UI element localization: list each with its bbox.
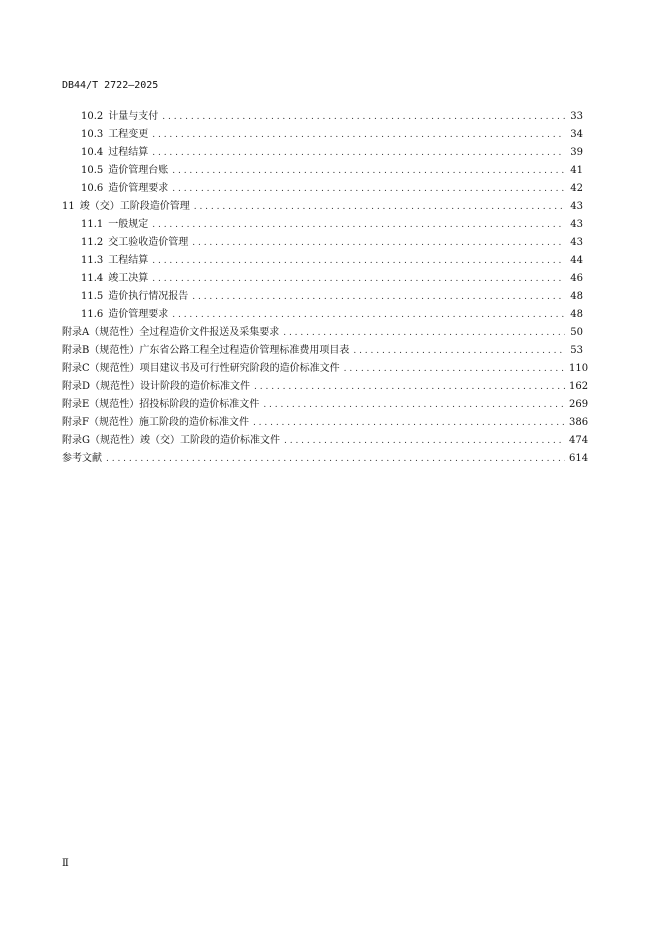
toc-entry-title: 造价管理要求 <box>108 183 169 194</box>
toc-entry-title: 附录E（规范性）招投标阶段的造价标准文件 <box>62 399 260 410</box>
toc-entry-title: 附录D（规范性）设计阶段的造价标准文件 <box>62 381 251 392</box>
toc-dot-leader <box>106 450 565 468</box>
toc-dot-leader <box>253 414 565 432</box>
toc-entry-title: 参考文献 <box>62 453 102 464</box>
toc-entry-number: 11.4 <box>81 273 104 284</box>
toc-entry-number: 11 <box>62 201 75 212</box>
toc-entry-title: 计量与支付 <box>108 111 159 122</box>
toc-entry-title: 竣工决算 <box>108 273 149 284</box>
toc-entry-title: 附录F（规范性）施工阶段的造价标准文件 <box>62 417 249 428</box>
toc-entry-number: 11.1 <box>81 219 104 230</box>
toc-entry-number: 11.3 <box>81 255 104 266</box>
toc-entry[interactable] <box>62 234 583 252</box>
toc-entry-page-number: 43 <box>570 237 583 248</box>
toc-entry-number: 11.6 <box>81 309 104 320</box>
toc-entry-title: 工程结算 <box>108 255 149 266</box>
page-number-footer: Ⅱ <box>62 858 69 869</box>
toc-entry-title: 附录G（规范性）竣（交）工阶段的造价标准文件 <box>62 435 280 446</box>
toc-entry-page-number: 33 <box>570 111 583 122</box>
toc-entry[interactable] <box>62 288 583 306</box>
toc-entry-title: 附录B（规范性）广东省公路工程全过程造价管理标准费用项目表 <box>62 345 350 356</box>
toc-entry[interactable] <box>62 342 583 360</box>
toc-entry[interactable] <box>62 432 589 450</box>
toc-entry-number: 10.3 <box>81 129 104 140</box>
toc-entry[interactable] <box>62 198 583 216</box>
toc-entry[interactable] <box>62 396 589 414</box>
toc-dot-leader <box>152 126 565 144</box>
toc-entry-number: 10.6 <box>81 183 104 194</box>
toc-entry-number: 10.2 <box>81 111 104 122</box>
document-code-header: DB44/T 2722—2025 <box>62 80 159 91</box>
toc-entry[interactable] <box>62 144 583 162</box>
toc-entry[interactable] <box>62 126 583 144</box>
toc-dot-leader <box>172 162 565 180</box>
toc-entry-page-number: 269 <box>569 399 589 410</box>
toc-entry-page-number: 48 <box>570 309 583 320</box>
toc-dot-leader <box>283 324 565 342</box>
toc-entry[interactable] <box>62 360 589 378</box>
toc-entry-title: 造价管理台账 <box>108 165 169 176</box>
toc-entry[interactable] <box>62 162 583 180</box>
toc-entry-page-number: 48 <box>570 291 583 302</box>
toc-entry-page-number: 46 <box>570 273 583 284</box>
toc-dot-leader <box>254 378 565 396</box>
toc-entry-title: 竣（交）工阶段造价管理 <box>79 201 190 212</box>
toc-entry-page-number: 44 <box>570 255 583 266</box>
toc-entry[interactable] <box>62 216 583 234</box>
toc-dot-leader <box>263 396 565 414</box>
toc-entry-title: 过程结算 <box>108 147 149 158</box>
toc-entry-page-number: 614 <box>569 453 589 464</box>
toc-dot-leader <box>152 252 565 270</box>
toc-dot-leader <box>172 180 565 198</box>
toc-dot-leader <box>152 216 565 234</box>
toc-entry[interactable] <box>62 414 589 432</box>
toc-entry-title: 造价执行情况报告 <box>108 291 189 302</box>
toc-entry-page-number: 162 <box>569 381 589 392</box>
toc-entry-page-number: 34 <box>570 129 583 140</box>
toc-entry[interactable] <box>62 306 583 324</box>
toc-entry-page-number: 41 <box>570 165 583 176</box>
toc-entry-number: 11.2 <box>81 237 104 248</box>
toc-entry-number: 10.5 <box>81 165 104 176</box>
toc-entry[interactable] <box>62 180 583 198</box>
toc-dot-leader <box>192 234 565 252</box>
toc-entry-page-number: 50 <box>570 327 583 338</box>
toc-entry-number: 11.5 <box>81 291 104 302</box>
toc-entry-page-number: 474 <box>569 435 589 446</box>
toc-entry-page-number: 39 <box>570 147 583 158</box>
table-of-contents <box>62 108 589 468</box>
toc-entry-title: 交工验收造价管理 <box>108 237 189 248</box>
toc-entry[interactable] <box>62 108 583 126</box>
toc-dot-leader <box>194 198 565 216</box>
toc-entry-title: 一般规定 <box>108 219 149 230</box>
toc-entry[interactable] <box>62 378 589 396</box>
toc-entry-page-number: 386 <box>569 417 589 428</box>
toc-entry[interactable] <box>62 270 583 288</box>
toc-entry[interactable] <box>62 252 583 270</box>
toc-dot-leader <box>353 342 565 360</box>
toc-dot-leader <box>284 432 565 450</box>
toc-dot-leader <box>152 270 565 288</box>
toc-entry-title: 附录A（规范性）全过程造价文件报送及采集要求 <box>62 327 280 338</box>
toc-dot-leader <box>172 306 565 324</box>
toc-entry-page-number: 42 <box>570 183 583 194</box>
toc-entry-page-number: 110 <box>569 363 589 374</box>
toc-dot-leader <box>162 108 565 126</box>
toc-dot-leader <box>344 360 565 378</box>
toc-entry-title: 造价管理要求 <box>108 309 169 320</box>
toc-dot-leader <box>192 288 565 306</box>
toc-entry-page-number: 43 <box>570 219 583 230</box>
toc-entry[interactable] <box>62 324 583 342</box>
toc-dot-leader <box>152 144 565 162</box>
toc-entry-number: 10.4 <box>81 147 104 158</box>
toc-entry-page-number: 43 <box>570 201 583 212</box>
toc-entry-page-number: 53 <box>570 345 583 356</box>
toc-entry[interactable] <box>62 450 589 468</box>
toc-entry-title: 工程变更 <box>108 129 149 140</box>
toc-entry-title: 附录C（规范性）项目建议书及可行性研究阶段的造价标准文件 <box>62 363 340 374</box>
